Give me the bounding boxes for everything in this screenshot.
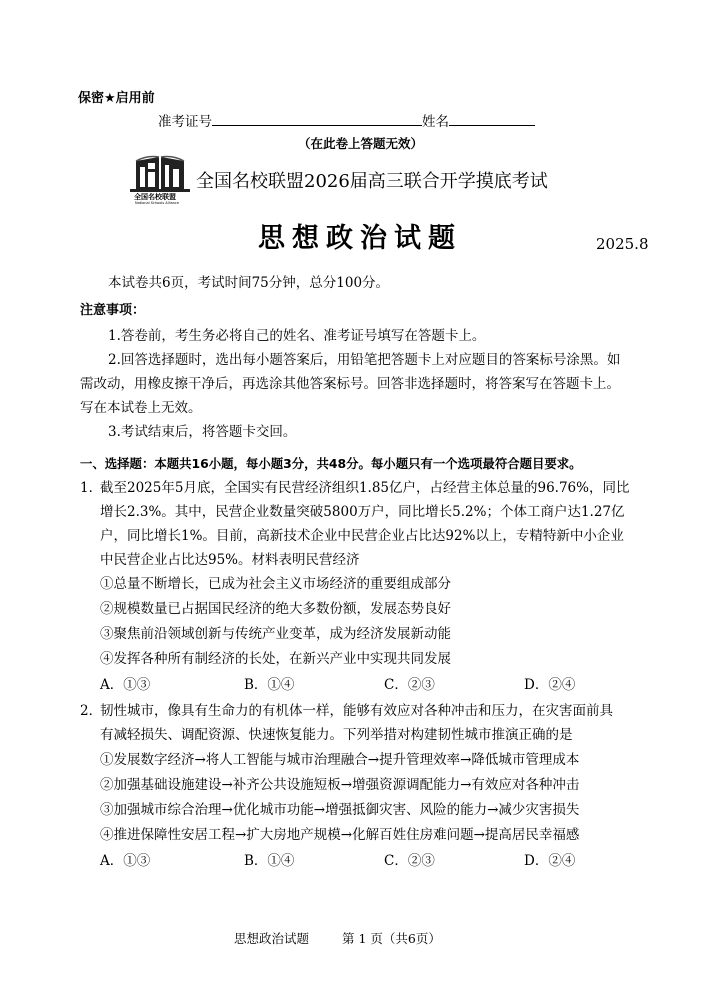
question-1-statement-4: ④发挥各种所有制经济的长处，在新兴产业中实现共同发展 xyxy=(100,651,451,667)
footer-subject: 思想政治试题 xyxy=(234,931,310,946)
subject-title: 思想政治试题 xyxy=(258,223,462,254)
note-item-3: 3.考试结束后，将答题卡交回。 xyxy=(108,424,297,440)
logo-name-cn: 全国名校联盟 xyxy=(134,193,176,201)
ticket-number-label: 准考证号 xyxy=(158,114,212,130)
ticket-number-field[interactable] xyxy=(212,111,422,126)
exam-intro: 本试卷共6页，考试时间75分钟，总分100分。 xyxy=(108,275,390,291)
exam-org-title: 全国名校联盟2026届高三联合开学摸底考试 xyxy=(196,171,548,192)
alliance-logo xyxy=(130,153,190,205)
question-2-option-a[interactable]: A．①③ xyxy=(100,853,151,869)
name-field[interactable] xyxy=(449,111,535,126)
note-item-2-line-3: 写在本试卷上无效。 xyxy=(80,400,202,416)
notes-heading: 注意事项： xyxy=(80,303,146,318)
question-1-number: 1． xyxy=(80,480,103,496)
name-label: 姓名 xyxy=(422,114,449,130)
question-2-number: 2． xyxy=(80,703,103,719)
question-2-statement-2: ②加强基础设施建设→补齐公共设施短板→增强资源调配能力→有效应对各种冲击 xyxy=(100,777,580,793)
question-1-statement-1: ①总量不断增长，已成为社会主义市场经济的重要组成部分 xyxy=(100,576,451,592)
question-2-statement-1: ①发展数字经济→将人工智能与城市治理融合→提升管理效率→降低城市管理成本 xyxy=(100,752,580,768)
question-2-statement-4: ④推进保障性安居工程→扩大房地产规模→化解百姓住房难问题→提高居民幸福感 xyxy=(100,827,580,843)
question-2-option-c[interactable]: C．②③ xyxy=(384,853,435,869)
question-2-option-b[interactable]: B．①④ xyxy=(244,853,295,869)
confidential-label: 保密★启用前 xyxy=(78,91,155,106)
question-1-stem-line-1: 截至2025年5月底，全国实有民营经济组织1.85亿户，占经营主体总量的96.76%，同比 xyxy=(100,480,630,496)
question-1-stem-line-3: 户，同比增长1%。目前，高新技术企业中民营企业占比达92%以上，专精特新中小企业 xyxy=(100,528,624,544)
question-2-statement-3: ③加强城市综合治理→优化城市功能→增强抵御灾害、风险的能力→减少灾害损失 xyxy=(100,802,580,818)
note-item-2-line-2: 需改动，用橡皮擦干净后，再选涂其他答案标号。回答非选择题时，将答案写在答题卡上。 xyxy=(80,376,620,392)
question-1-option-d[interactable]: D．②④ xyxy=(524,677,576,693)
exam-date: 2025.8 xyxy=(596,235,649,253)
question-1-statement-3: ③聚焦前沿领域创新与传统产业变革，成为经济发展新动能 xyxy=(100,626,451,642)
question-1-option-b[interactable]: B．①④ xyxy=(244,677,295,693)
note-item-1: 1.答卷前，考生务必将自己的姓名、准考证号填写在答题卡上。 xyxy=(108,328,486,344)
invalid-note: （在此卷上答题无效） xyxy=(298,136,424,151)
question-2-stem-line-2: 有减轻损失、调配资源、快速恢复能力。下列举措对构建韧性城市推演正确的是 xyxy=(100,727,573,743)
section-1-heading: 一、选择题：本题共16小题，每小题3分，共48分。每小题只有一个选项最符合题目要求。 xyxy=(80,456,582,471)
question-2-option-d[interactable]: D．②④ xyxy=(524,853,576,869)
book-logo-icon xyxy=(130,153,190,193)
question-1-option-a[interactable]: A．①③ xyxy=(100,677,151,693)
footer-page-number: 第 1 页（共6页） xyxy=(342,931,441,946)
question-2-stem-line-1: 韧性城市，像具有生命力的有机体一样，能够有效应对各种冲击和压力，在灾害面前具 xyxy=(100,703,613,719)
question-1-stem-line-2: 增长2.3%。其中，民营企业数量突破5800万户，同比增长5.2%；个体工商户达1.27亿 xyxy=(100,504,625,520)
logo-name-en: National Schools Alliance xyxy=(135,201,180,205)
candidate-info-line xyxy=(158,111,535,131)
note-item-2-line-1: 2.回答选择题时，选出每小题答案后，用铅笔把答题卡上对应题目的答案标号涂黑。如 xyxy=(108,352,621,368)
question-1-option-c[interactable]: C．②③ xyxy=(384,677,435,693)
question-1-statement-2: ②规模数量已占据国民经济的绝大多数份额，发展态势良好 xyxy=(100,601,451,617)
question-1-stem-line-4: 中民营企业占比达95%。材料表明民营经济 xyxy=(100,552,360,568)
